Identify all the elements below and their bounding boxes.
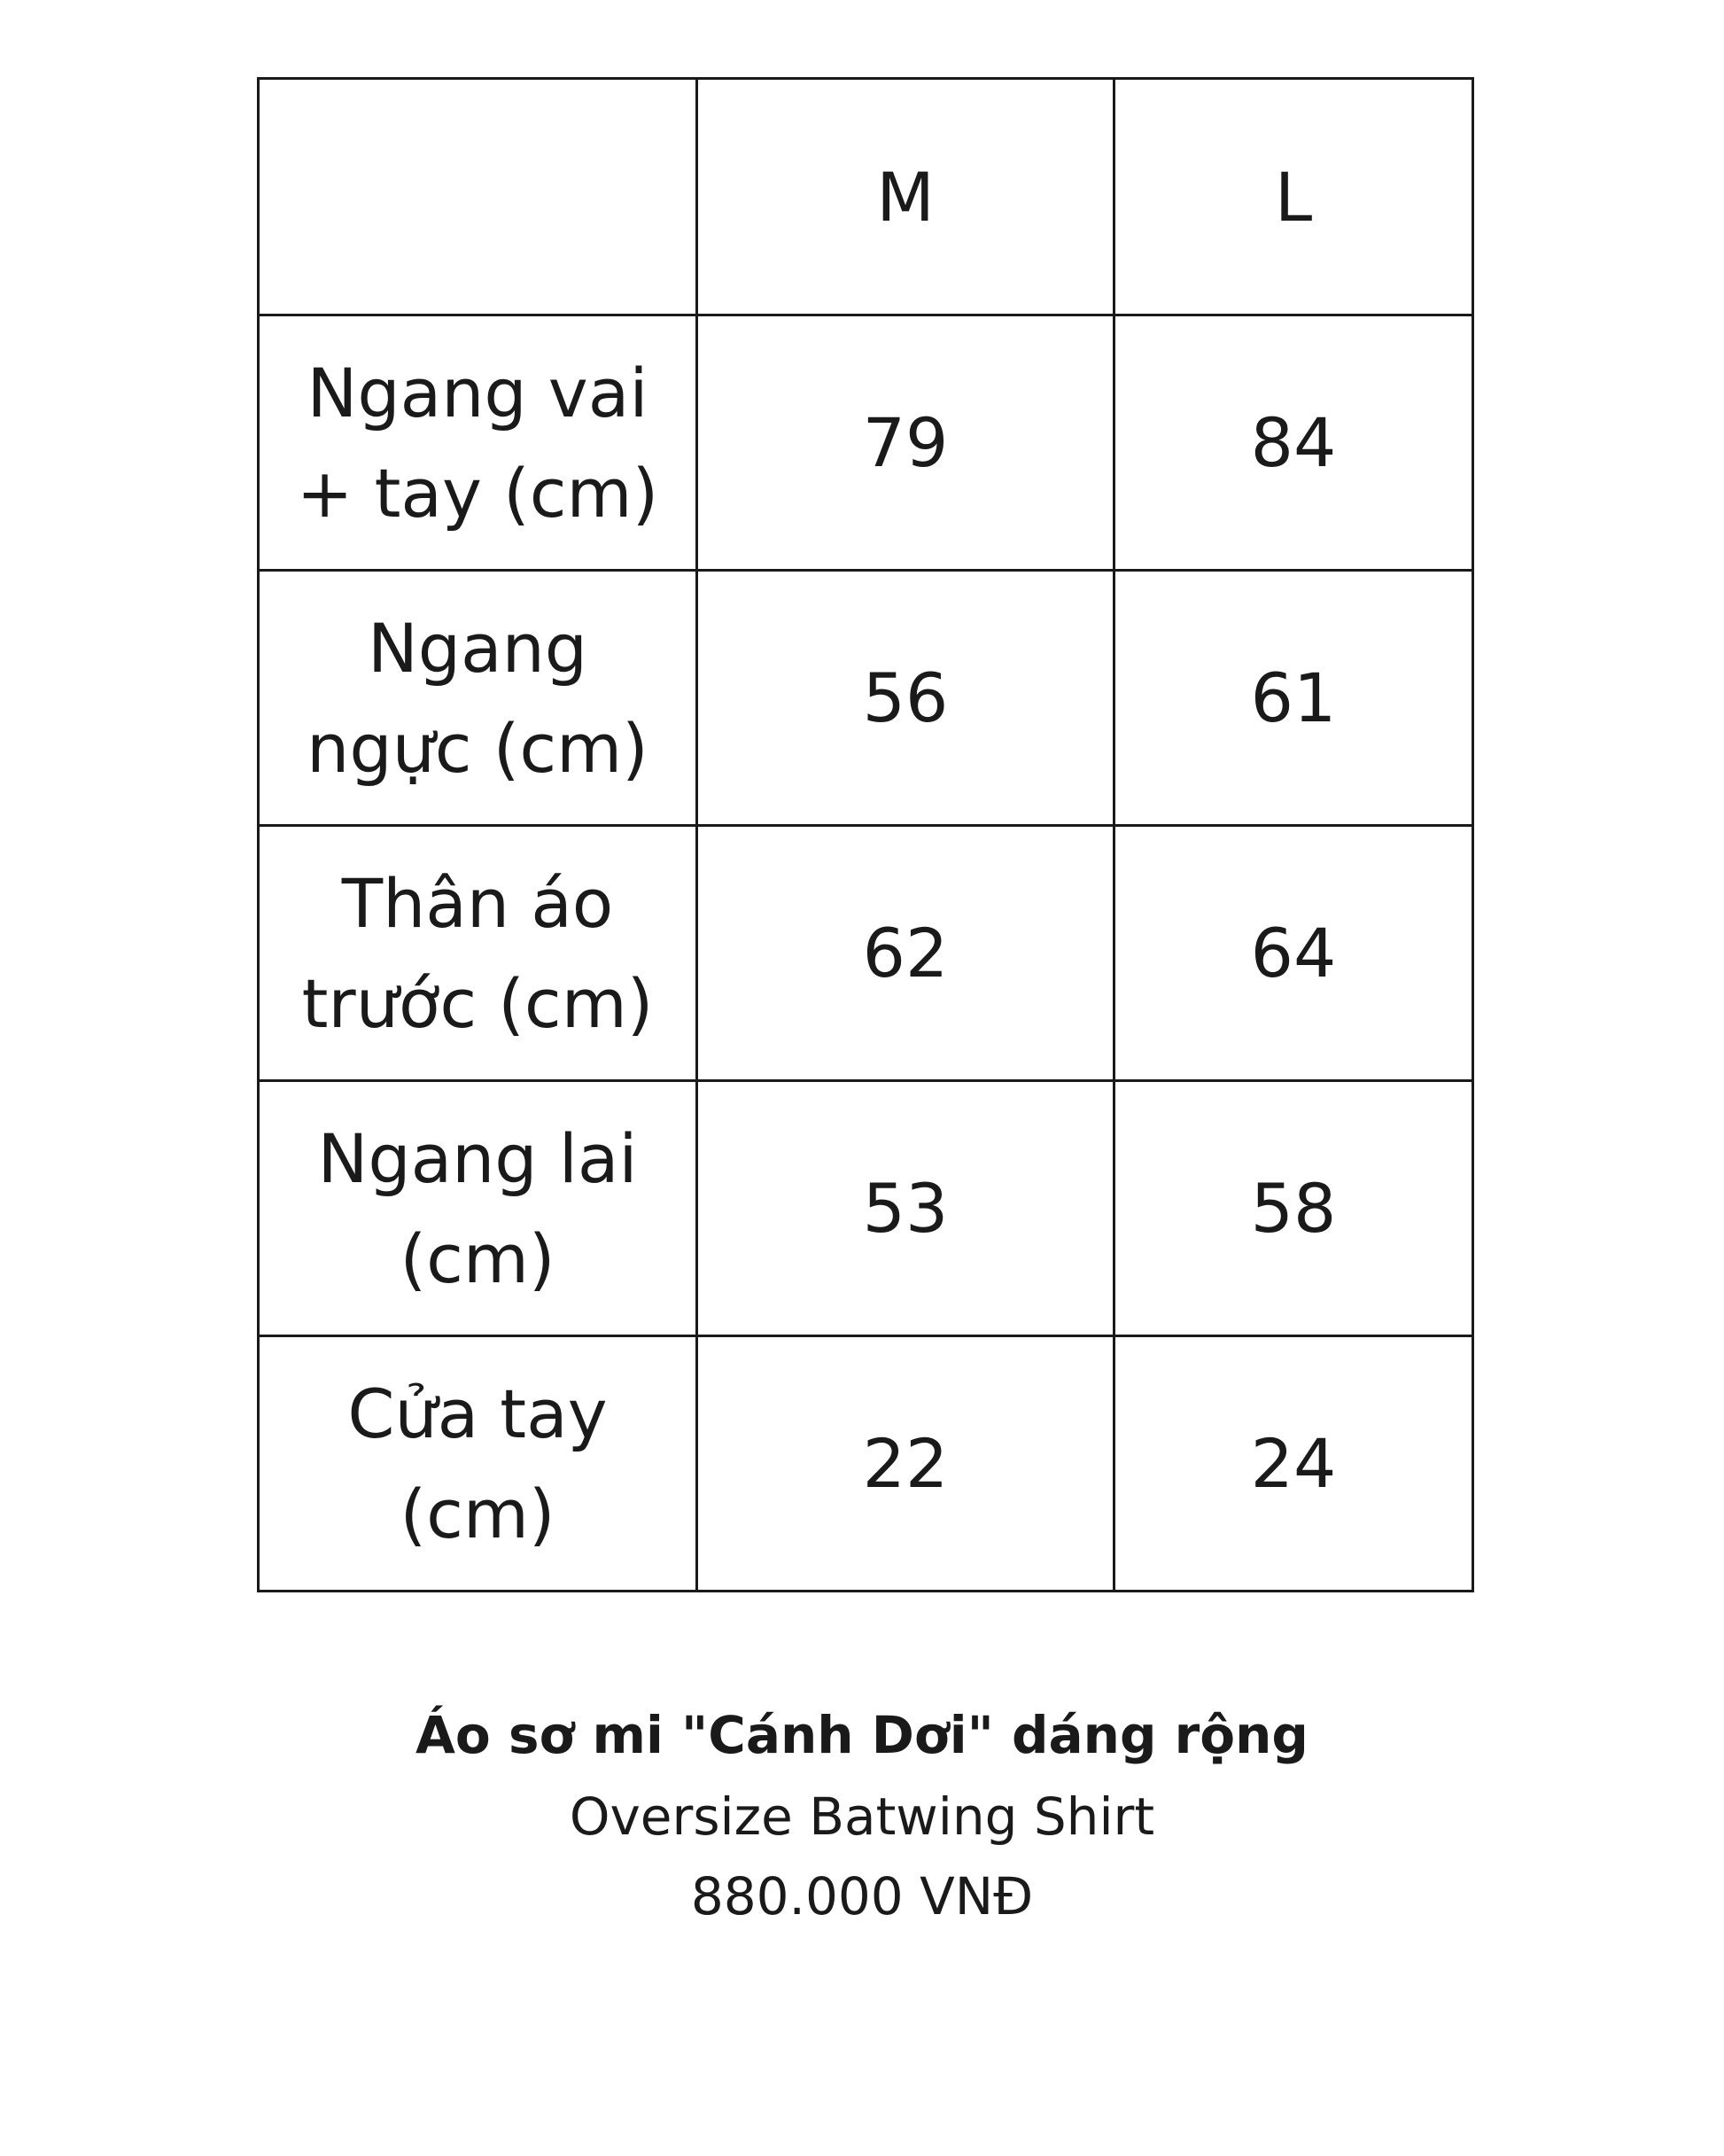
size-m-value: 79 bbox=[697, 315, 1114, 571]
product-title: Áo sơ mi "Cánh Dơi" dáng rộng bbox=[415, 1705, 1309, 1765]
size-l-value: 58 bbox=[1114, 1081, 1473, 1336]
size-m-value: 22 bbox=[697, 1336, 1114, 1592]
header-size-m: M bbox=[697, 79, 1114, 315]
size-l-value: 64 bbox=[1114, 826, 1473, 1081]
table-row bbox=[259, 1081, 1473, 1336]
size-l-value: 24 bbox=[1114, 1336, 1473, 1592]
header-size-l: L bbox=[1114, 79, 1473, 315]
measurement-label: Ngang ngực (cm) bbox=[259, 571, 697, 826]
size-m-value: 62 bbox=[697, 826, 1114, 1081]
size-l-value: 61 bbox=[1114, 571, 1473, 826]
table-header-row bbox=[259, 79, 1473, 315]
table-row bbox=[259, 571, 1473, 826]
table-row bbox=[259, 315, 1473, 571]
product-price: 880.000 VNĐ bbox=[690, 1866, 1034, 1926]
table-row bbox=[259, 1336, 1473, 1592]
size-m-value: 56 bbox=[697, 571, 1114, 826]
size-chart-table bbox=[257, 77, 1474, 1592]
header-corner-cell bbox=[259, 79, 697, 315]
measurement-label: Ngang vai + tay (cm) bbox=[259, 315, 697, 571]
product-subtitle: Oversize Batwing Shirt bbox=[569, 1786, 1155, 1847]
measurement-label: Cửa tay (cm) bbox=[259, 1336, 697, 1592]
measurement-label: Ngang lai (cm) bbox=[259, 1081, 697, 1336]
table-row bbox=[259, 826, 1473, 1081]
size-m-value: 53 bbox=[697, 1081, 1114, 1336]
size-l-value: 84 bbox=[1114, 315, 1473, 571]
measurement-label: Thân áo trước (cm) bbox=[259, 826, 697, 1081]
